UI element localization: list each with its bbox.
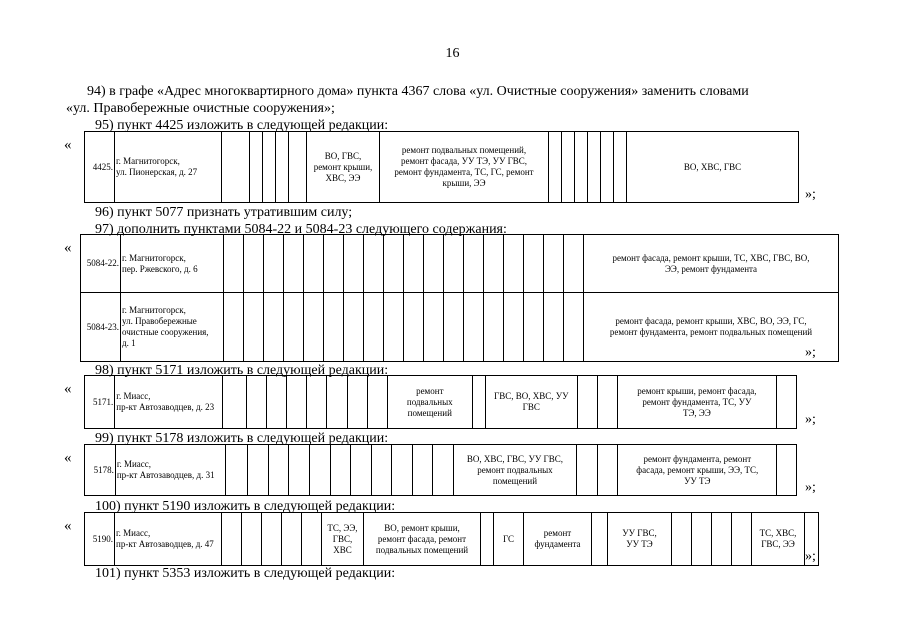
table-4425 [84,131,799,203]
works-line: помещений [492,475,538,486]
works-line: ремонт фасада, УУ ТЭ, УУ ГВС, [400,156,528,166]
open-quote: « [64,450,72,466]
close-mark: »; [805,549,816,564]
row-number: 5190. [85,513,115,566]
works-line: ремонт фасада, ремонт [377,533,467,544]
item-98: 98) пункт 5171 изложить в следующей редакции: [95,363,389,378]
works-cell [618,445,777,496]
table-5190 [84,512,819,566]
works-line: ГВС, [332,533,353,544]
open-quote: « [64,240,72,256]
works-line: крыши, ЭЭ [442,178,486,188]
works-cell [307,132,380,203]
works-line: ХВС, ЭЭ [325,172,361,183]
address-cell [115,132,222,203]
works-line: ГВС, ВО, ХВС, УУ [494,391,569,401]
works-cell [618,376,777,429]
works-cell [584,293,839,362]
close-mark: »; [805,345,816,360]
item-101: 101) пункт 5353 изложить в следующей редакции: [95,566,396,581]
address-street: пр-кт Автозаводцев, д. 23 [116,402,215,412]
works-line: ремонт фундамента, ремонт подвальных помещений [609,327,813,337]
works-cell: ВО, ХВС, ГВС [627,132,799,203]
works-line: ремонт фасада, ремонт крыши, ХВС, ВО, ЭЭ, ГС, [615,316,807,326]
address-cell [115,376,223,429]
works-line: ТЭ, ЭЭ [682,407,711,418]
address-street: пр-кт Автозаводцев, д. 31 [116,470,215,480]
item-100: 100) пункт 5190 изложить в следующей редакции: [95,499,396,514]
close-mark: »; [805,412,816,427]
works-cell [608,513,672,566]
works-cell [524,513,592,566]
works-line: ремонт подвальных помещений, [401,145,527,155]
works-cell [584,235,839,293]
close-mark: »; [805,187,816,202]
address-city: г. Магнитогорск, [122,252,186,263]
address-street: ул. Пионерская, д. 27 [116,167,198,177]
works-line: ТС, ЭЭ, [327,522,358,533]
item-95: 95) пункт 4425 изложить в следующей редакции: [95,118,389,133]
address-city: г. Магнитогорск, [116,156,180,166]
row-number: 5178. [85,445,116,496]
item-99: 99) пункт 5178 изложить в следующей редакции: [95,431,389,446]
works-line: ВО, ГВС, [324,150,362,161]
works-cell [364,513,481,566]
works-line: УУ ТЭ [626,539,653,549]
address-street: пр-кт Автозаводцев, д. 47 [116,539,214,549]
item-97: 97) дополнить пунктами 5084-22 и 5084-23 следующего содержания: [95,222,507,237]
address-cell [115,445,225,496]
works-line: ВО, ХВС, ГВС, УУ ГВС, [466,453,564,464]
works-line: УУ ТЭ [684,475,711,486]
works-line: ремонт подвальных [477,464,553,475]
works-line: ТС, ХВС, [759,528,797,538]
row-number: 5084-23. [81,293,121,362]
works-line: ГВС, ЭЭ [761,539,795,549]
address-cell [121,235,224,293]
works-line: ремонт фундамента, ТС, ГС, ремонт [394,167,534,177]
works-line: фундамента [534,539,581,549]
open-quote: « [64,518,72,534]
works-line: помещений [407,407,452,418]
address-city: г. Магнитогорск, [122,305,186,315]
works-line: ремонт фасада, ремонт крыши, ТС, ХВС, ГВС, ВО, [612,252,810,263]
address-street: ул. Правобережные [122,316,197,326]
address-cell [115,513,222,566]
works-cell [453,445,576,496]
works-line: ремонт фундамента, ТС, УУ [642,396,752,407]
works-cell [387,376,472,429]
works-line: подвальных [406,396,453,407]
works-line: ХВС [333,544,352,555]
works-cell [752,513,805,566]
table-5178 [84,444,797,496]
address-city: г. Миасс, [116,459,152,469]
works-line: УУ ГВС, [622,528,657,538]
works-line: ремонт [416,385,444,396]
close-mark: »; [805,480,816,495]
works-cell [485,376,577,429]
item-94-line-1: 94) в графе «Адрес многоквартирного дома» пункта 4367 слова «ул. Очистные сооружения» заменить словами [87,84,749,99]
works-line: ГВС [522,402,540,412]
address-city: г. Миасс, [116,391,151,401]
works-cell [380,132,549,203]
works-line: ремонт крыши, ремонт фасада, [637,385,757,396]
works-line: ремонт [543,528,572,538]
page-number: 16 [445,46,460,61]
address-street: очистные сооружения, [122,327,209,337]
address-street: пер. Ржевского, д. 6 [122,263,198,274]
address-city: г. Миасс, [116,528,151,538]
item-96: 96) пункт 5077 признать утратившим силу; [95,205,353,220]
open-quote: « [64,381,72,397]
row-number: 5084-22. [81,235,121,293]
works-line: ЭЭ, ремонт фундамента [664,263,758,274]
address-cell [121,293,224,362]
works-line: подвальных помещений [375,544,469,555]
table-5084 [80,234,839,362]
address-house: д. 1 [122,338,136,348]
works-line: фасада, ремонт крыши, ЭЭ, ТС, [636,464,759,475]
works-line: ремонт крыши, [313,161,373,172]
table-5171 [84,375,797,429]
open-quote: « [64,137,72,153]
row-number: 5171. [85,376,115,429]
item-94-line-2: «ул. Правобережные очистные сооружения»; [66,101,335,116]
works-cell [322,513,364,566]
works-line: ВО, ремонт крыши, [384,522,460,533]
works-cell: ГС [494,513,524,566]
row-number: 4425. [85,132,115,203]
works-line: ремонт фундамента, ремонт [643,453,752,464]
